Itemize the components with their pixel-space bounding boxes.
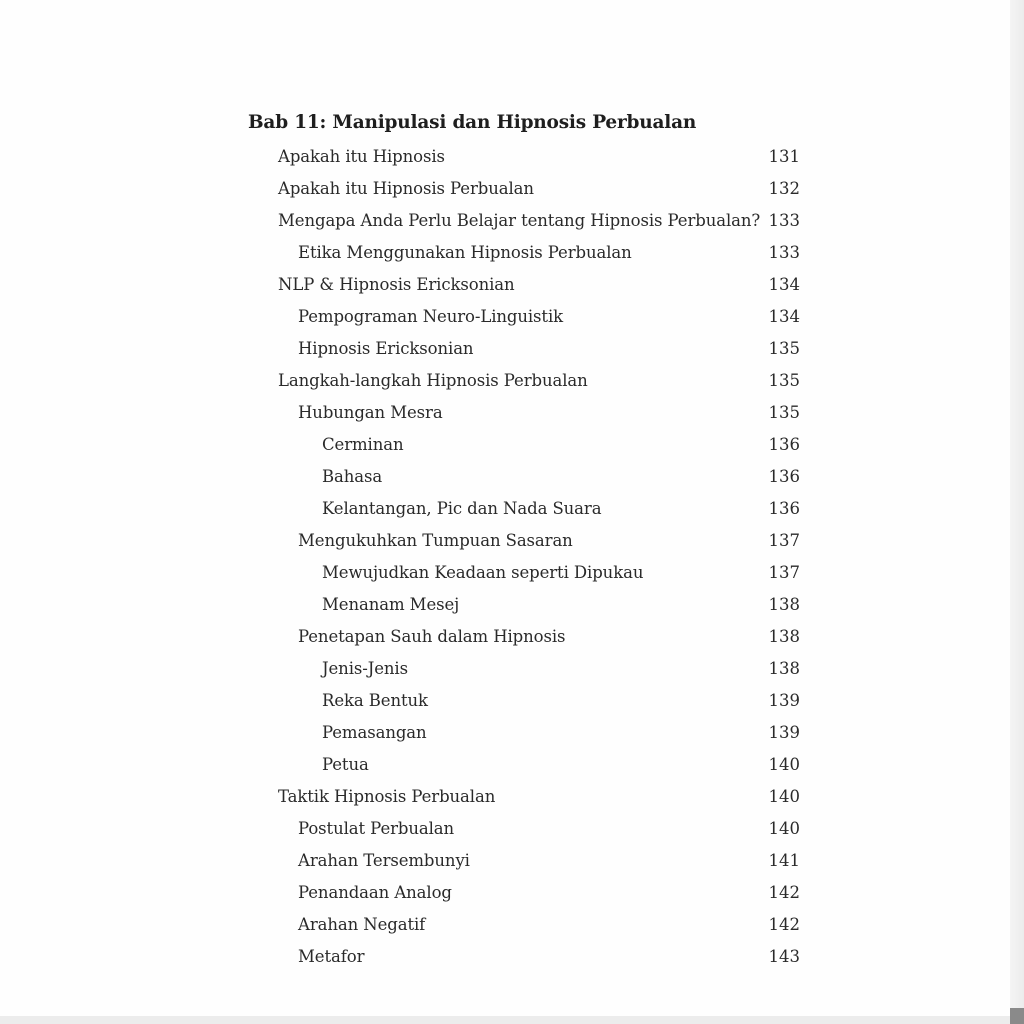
toc-entry-title: Taktik Hipnosis Perbualan bbox=[278, 787, 496, 806]
toc-entry-title: Arahan Tersembunyi bbox=[298, 851, 470, 870]
toc-entry-page: 140 bbox=[768, 787, 800, 806]
toc-entry-title: Petua bbox=[322, 755, 369, 774]
toc-entry[interactable] bbox=[0, 557, 1024, 589]
table-of-contents bbox=[0, 141, 1024, 973]
toc-entry-title: Apakah itu Hipnosis bbox=[278, 147, 445, 166]
corner-marker bbox=[1010, 1008, 1024, 1024]
toc-entry-page: 140 bbox=[768, 819, 800, 838]
toc-entry[interactable] bbox=[0, 717, 1024, 749]
toc-entry-title: Arahan Negatif bbox=[298, 915, 426, 934]
toc-entry-title: Mengukuhkan Tumpuan Sasaran bbox=[298, 531, 573, 550]
toc-entry[interactable] bbox=[0, 589, 1024, 621]
toc-entry[interactable] bbox=[0, 397, 1024, 429]
toc-entry-title: Pemasangan bbox=[322, 723, 427, 742]
toc-entry-page: 134 bbox=[768, 307, 800, 326]
toc-entry[interactable] bbox=[0, 685, 1024, 717]
toc-entry-title: Metafor bbox=[298, 947, 365, 966]
toc-entry[interactable] bbox=[0, 845, 1024, 877]
toc-entry[interactable] bbox=[0, 141, 1024, 173]
toc-entry[interactable] bbox=[0, 525, 1024, 557]
toc-entry[interactable] bbox=[0, 205, 1024, 237]
toc-entry-title: Penetapan Sauh dalam Hipnosis bbox=[298, 627, 566, 646]
toc-entry-page: 135 bbox=[768, 371, 800, 390]
toc-entry-page: 133 bbox=[768, 211, 800, 230]
toc-entry-page: 137 bbox=[768, 563, 800, 582]
toc-entry[interactable] bbox=[0, 429, 1024, 461]
toc-entry-title: Langkah-langkah Hipnosis Perbualan bbox=[278, 371, 588, 390]
toc-entry[interactable] bbox=[0, 621, 1024, 653]
toc-entry-page: 142 bbox=[768, 915, 800, 934]
toc-entry-page: 140 bbox=[768, 755, 800, 774]
toc-entry-title: Bahasa bbox=[322, 467, 383, 486]
toc-entry-title: Mewujudkan Keadaan seperti Dipukau bbox=[322, 563, 644, 582]
toc-entry-page: 138 bbox=[768, 659, 800, 678]
toc-entry[interactable] bbox=[0, 653, 1024, 685]
toc-entry-title: Jenis-Jenis bbox=[322, 659, 408, 678]
toc-entry[interactable] bbox=[0, 749, 1024, 781]
toc-entry-title: Kelantangan, Pic dan Nada Suara bbox=[322, 499, 602, 518]
toc-entry-page: 139 bbox=[768, 691, 800, 710]
toc-entry-title: Cerminan bbox=[322, 435, 404, 454]
toc-entry-title: Apakah itu Hipnosis Perbualan bbox=[278, 179, 534, 198]
toc-entry-page: 136 bbox=[768, 467, 800, 486]
toc-entry-page: 132 bbox=[768, 179, 800, 198]
toc-entry[interactable] bbox=[0, 941, 1024, 973]
toc-entry-page: 137 bbox=[768, 531, 800, 550]
toc-entry[interactable] bbox=[0, 173, 1024, 205]
toc-entry[interactable] bbox=[0, 461, 1024, 493]
toc-entry-page: 135 bbox=[768, 403, 800, 422]
toc-entry-title: Reka Bentuk bbox=[322, 691, 428, 710]
toc-entry-page: 141 bbox=[768, 851, 800, 870]
toc-entry-page: 139 bbox=[768, 723, 800, 742]
toc-entry[interactable] bbox=[0, 301, 1024, 333]
toc-entry-title: Mengapa Anda Perlu Belajar tentang Hipnosis Perbualan? bbox=[278, 211, 761, 230]
toc-entry-page: 142 bbox=[768, 883, 800, 902]
toc-entry-page: 135 bbox=[768, 339, 800, 358]
toc-entry[interactable] bbox=[0, 237, 1024, 269]
toc-entry-title: Penandaan Analog bbox=[298, 883, 452, 902]
toc-entry-page: 138 bbox=[768, 595, 800, 614]
toc-entry-title: Menanam Mesej bbox=[322, 595, 460, 614]
toc-entry-page: 133 bbox=[768, 243, 800, 262]
toc-entry-page: 138 bbox=[768, 627, 800, 646]
toc-entry-title: Pempograman Neuro-Linguistik bbox=[298, 307, 564, 326]
toc-entry[interactable] bbox=[0, 333, 1024, 365]
toc-entry[interactable] bbox=[0, 269, 1024, 301]
toc-entry[interactable] bbox=[0, 781, 1024, 813]
toc-entry[interactable] bbox=[0, 813, 1024, 845]
toc-entry[interactable] bbox=[0, 365, 1024, 397]
toc-entry[interactable] bbox=[0, 493, 1024, 525]
toc-entry[interactable] bbox=[0, 877, 1024, 909]
toc-entry-title: Etika Menggunakan Hipnosis Perbualan bbox=[298, 243, 632, 262]
toc-entry-page: 134 bbox=[768, 275, 800, 294]
toc-entry[interactable] bbox=[0, 909, 1024, 941]
toc-entry-title: NLP & Hipnosis Ericksonian bbox=[278, 275, 515, 294]
chapter-heading: Bab 11: Manipulasi dan Hipnosis Perbualan bbox=[248, 112, 697, 133]
toc-entry-page: 131 bbox=[768, 147, 800, 166]
toc-entry-title: Hubungan Mesra bbox=[298, 403, 443, 422]
toc-entry-page: 143 bbox=[768, 947, 800, 966]
page-bottom-edge bbox=[0, 1016, 1024, 1024]
toc-entry-page: 136 bbox=[768, 435, 800, 454]
toc-entry-page: 136 bbox=[768, 499, 800, 518]
toc-entry-title: Postulat Perbualan bbox=[298, 819, 455, 838]
toc-entry-title: Hipnosis Ericksonian bbox=[298, 339, 474, 358]
